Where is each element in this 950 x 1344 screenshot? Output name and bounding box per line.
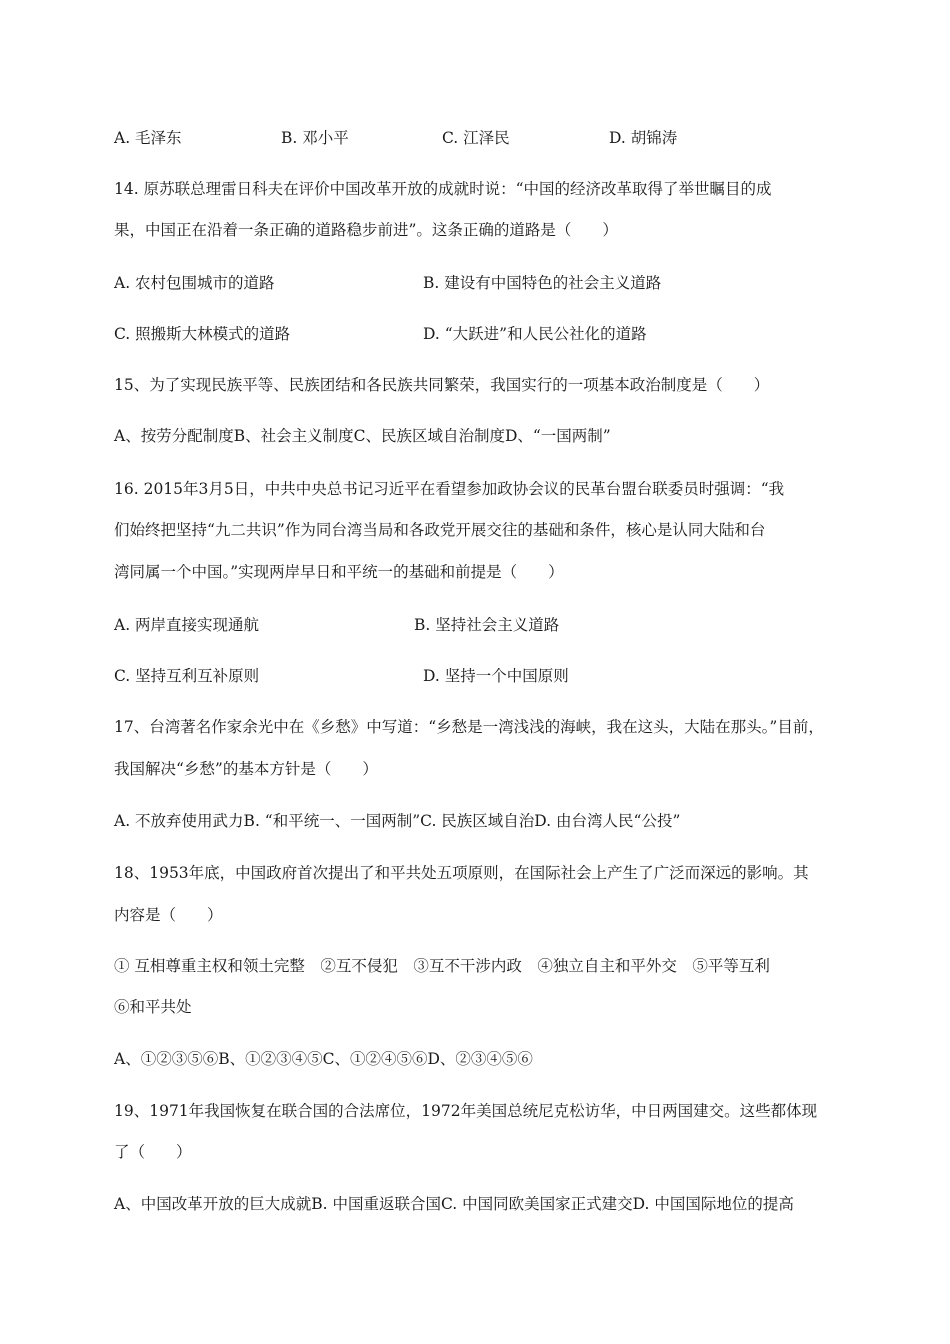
q18-stem-line1: 18、1953年底，中国政府首次提出了和平共处五项原则，在国际社会上产生了广泛而深远的影响。其 <box>114 864 809 882</box>
q16-option-b: B. 坚持社会主义道路 <box>414 616 560 634</box>
q16-option-a: A. 两岸直接实现通航 <box>114 616 260 634</box>
q14-option-a: A. 农村包围城市的道路 <box>114 274 275 292</box>
q13-option-d: D. 胡锦涛 <box>609 129 678 147</box>
q19-stem-line2: 了（ ） <box>114 1143 192 1161</box>
q16-option-c: C. 坚持互利互补原则 <box>114 667 260 685</box>
q14-option-c: C. 照搬斯大林模式的道路 <box>114 325 291 343</box>
q13-option-c: C. 江泽民 <box>442 129 510 147</box>
q14-stem-line1: 14. 原苏联总理雷日科夫在评价中国改革开放的成就时说：“中国的经济改革取得了举世瞩目的成 <box>114 180 772 198</box>
q19-options: A、中国改革开放的巨大成就B. 中国重返联合国C. 中国同欧美国家正式建交D. 中国国际地位的提高 <box>114 1195 794 1213</box>
q14-option-d: D. “大跃进”和人民公社化的道路 <box>423 325 647 343</box>
q16-stem-line2: 们始终把坚持“九二共识”作为同台湾当局和各政党开展交往的基础和条件，核心是认同大陆和台 <box>114 521 766 539</box>
q17-stem-line2: 我国解决“乡愁”的基本方针是（ ） <box>114 760 378 778</box>
q14-stem-line2: 果，中国正在沿着一条正确的道路稳步前进”。这条正确的道路是（ ） <box>114 221 618 239</box>
q18-items-line1: ① 互相尊重主权和领土完整 ②互不侵犯 ③互不干涉内政 ④独立自主和平外交 ⑤平等互利 <box>114 957 770 975</box>
q18-stem-line2: 内容是（ ） <box>114 906 223 924</box>
q18-options: A、①②③⑤⑥B、①②③④⑤C、①②④⑤⑥D、②③④⑤⑥ <box>114 1050 533 1068</box>
q17-options: A. 不放弃使用武力B. “和平统一、一国两制”C. 民族区域自治D. 由台湾人民“公投” <box>114 812 681 830</box>
q16-option-d: D. 坚持一个中国原则 <box>423 667 569 685</box>
q19-stem-line1: 19、1971年我国恢复在联合国的合法席位，1972年美国总统尼克松访华，中日两国建交。这些都体现 <box>114 1102 818 1120</box>
q15-stem: 15、为了实现民族平等、民族团结和各民族共同繁荣，我国实行的一项基本政治制度是（ ） <box>114 376 770 394</box>
q16-stem-line3: 湾同属一个中国。”实现两岸早日和平统一的基础和前提是（ ） <box>114 563 564 581</box>
q16-stem-line1: 16. 2015年3月5日，中共中央总书记习近平在看望参加政协会议的民革台盟台联委员时强调：“我 <box>114 480 785 498</box>
q14-option-b: B. 建设有中国特色的社会主义道路 <box>423 274 662 292</box>
q13-option-b: B. 邓小平 <box>281 129 349 147</box>
q17-stem-line1: 17、台湾著名作家余光中在《乡愁》中写道：“乡愁是一湾浅浅的海峡，我在这头，大陆在那头。”目前， <box>114 718 824 736</box>
q13-option-a: A. 毛泽东 <box>114 129 182 147</box>
q15-options: A、按劳分配制度B、社会主义制度C、民族区域自治制度D、“一国两制” <box>114 427 611 445</box>
q18-items-line2: ⑥和平共处 <box>114 998 192 1016</box>
